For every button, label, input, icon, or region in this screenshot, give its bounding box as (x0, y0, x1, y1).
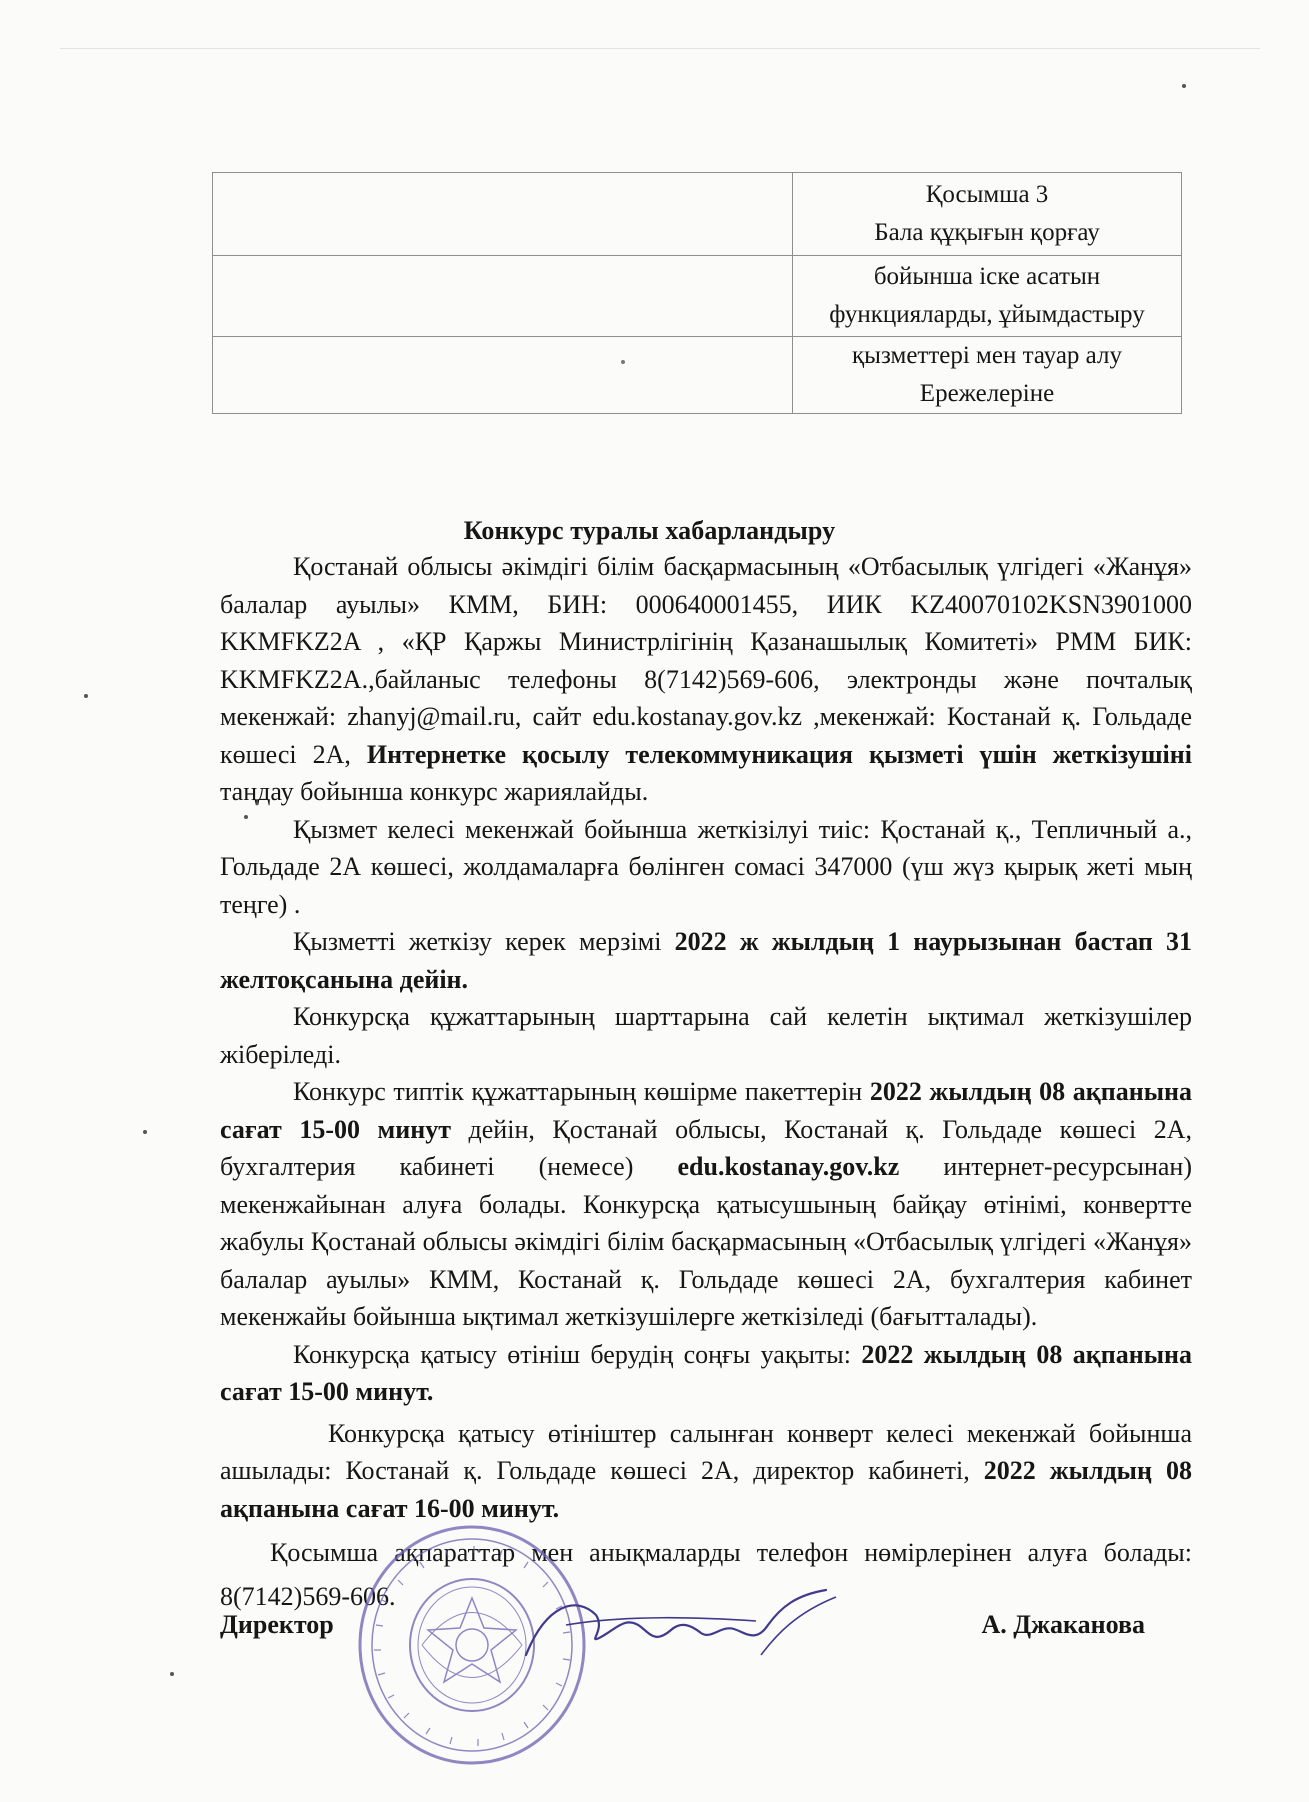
paragraph-eligible-suppliers: Конкурсқа құжаттарының шарттарына сай келетін ықтимал жеткізушілер жіберіледі. (220, 1002, 1192, 1069)
annex-table-empty-cell (213, 173, 793, 256)
annex-table-empty-cell (213, 337, 793, 414)
scan-speck (170, 1672, 174, 1676)
scan-speck (84, 694, 88, 698)
paragraph-delivery-address: Қызмет келесі мекенжай бойынша жеткізілуі тиіс: Қостанай қ., Тепличный а., Гольдаде 2А көшесі, жолдамаларға бөлінген сомасі 347000 (үш жүз қырық жеті мың теңге) . (220, 814, 1192, 919)
annex-line-6: Ережелеріне (919, 380, 1055, 407)
scan-speck (1182, 84, 1186, 88)
signer-role: Директор (220, 1610, 334, 1639)
annex-line-4: функцияларды, ұйымдастыру (829, 301, 1145, 328)
scan-speck (143, 1130, 147, 1134)
paragraph-delivery-term: Қызметті жеткізу керек мерзімі 2022 ж жылдың 1 наурызынан бастап 31 желтоқсанына дейін. (220, 927, 1192, 994)
paragraph-announcement: Қостанай облысы әкімдігі білім басқармасының «Отбасылық үлгідегі «Жанұя» балалар ауылы» КММ, БИН: 000640001455, ИИК KZ40070102KSN3901000 KKMFKZ2A , «ҚР Қаржы Министрлігінің Қазанашылық Комитеті» РММ БИК: KKMFKZ2A.,байланыс телефоны 8(7142)569-606, электронды және почталық мекенжай: zhanyj@mail.ru, сайт edu.kostanay.gov.kz ,мекенжай: Костанай қ. Гольдаде көшесі 2А, Интернетке қосылу телекоммуникация қызметі үшін жеткізушіні таңдау бойынша конкурс жариялайды. (220, 552, 1192, 806)
annex-line-5: қызметтері мен тауар алу (852, 342, 1122, 369)
annex-line-2: Бала құқығын қорғау (874, 219, 1100, 246)
paragraph-opening: Конкурсқа қатысу өтініштер салынған конверт келесі мекенжай бойынша ашылады: Костанай қ. Гольдаде көшесі 2А, директор кабинеті, 2022 жылдың 08 ақпанына сағат 16-00 минут. (220, 1418, 1192, 1523)
annex-header-table (212, 172, 1182, 414)
annex-cell-1 (793, 173, 1182, 256)
document-title: Конкурс туралы хабарландыру (463, 516, 836, 545)
annex-line-3: бойынша іске асатын (873, 263, 1101, 290)
annex-table-empty-cell (213, 256, 793, 337)
paragraph-deadline: Конкурсқа қатысу өтініш берудің соңғы уақыты: 2022 жылдың 08 ақпанына сағат 15-00 минут. (220, 1339, 1192, 1406)
handwritten-signature (506, 1585, 846, 1675)
annex-cell-2 (793, 256, 1182, 337)
scan-speck (244, 815, 248, 819)
scan-edge-line (60, 48, 1260, 49)
annex-line-1: Қосымша 3 (925, 181, 1049, 208)
signer-name: А. Джаканова (981, 1610, 1145, 1639)
annex-cell-3 (793, 337, 1182, 414)
paragraph-documents: Конкурс типтік құжаттарының көшірме пакеттерін 2022 жылдың 08 ақпанына сағат 15-00 минут дейін, Қостанай облысы, Костанай қ. Гольдаде көшесі 2А, бухгалтерия кабинеті (немесе) edu.kostanay.gov.kz интернет-ресурсынан) мекенжайынан алуға болады. Конкурсқа қатысушының байқау өтінімі, конвертте жабулы Қостанай облысы әкімдігі білім басқармасының «Отбасылық үлгідегі «Жанұя» балалар ауылы» КММ, Костанай қ. Гольдаде көшесі 2А, бухгалтерия кабинет мекенжайы бойынша ықтимал жеткізушілерге жеткізіледі (бағытталады). (220, 1077, 1192, 1331)
document-body (220, 548, 1192, 1619)
paragraph-contacts: Қосымша ақпараттар мен анықмаларды телефон нөмірлерінен алуға болады: 8(7142)569-606. (220, 1538, 1192, 1611)
